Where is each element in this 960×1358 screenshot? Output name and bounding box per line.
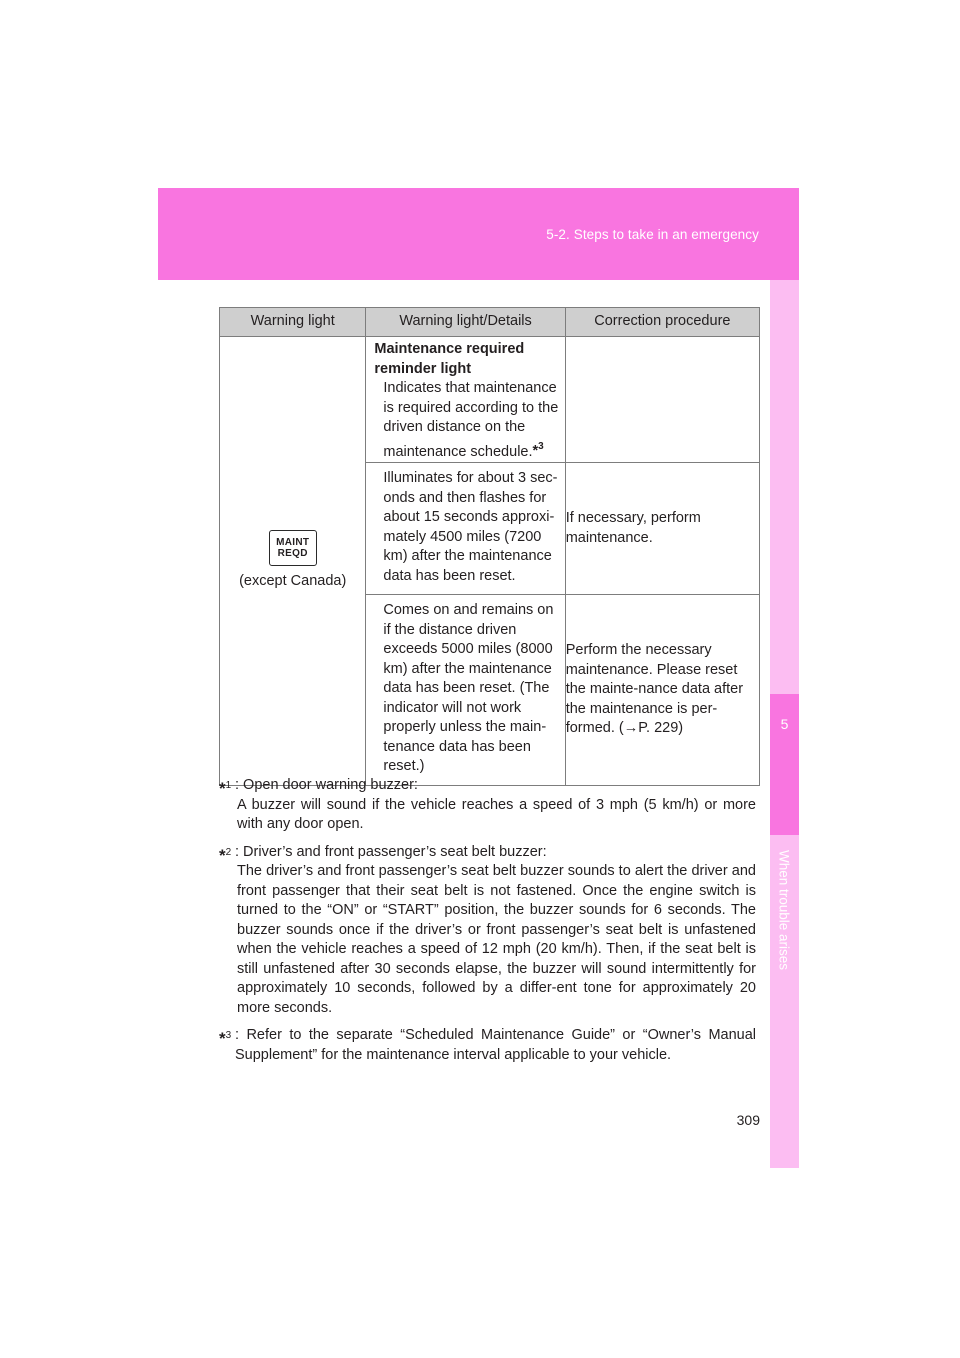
icon-line-1: MAINT	[276, 537, 310, 548]
footnote-item	[219, 843, 756, 1019]
footnote-item	[219, 776, 756, 835]
footnote-body: The driver’s and front passenger’s seat belt buzzer sounds to alert the driver and front passenger that their seat belt is not fastened. Once the engine switch is turned to the “ON” or “START” position, the buzzer sounds for 6 seconds. The buzzer sounds once if the driver’s or front passenger’s seat belt is unfastened when the vehicle reaches a speed of 12 mph (20 km/h). Then, if the seat belt is still unfastened after 30 seconds elapse, the buzzer will sound intermittently for approximately 10 seconds, followed by a differ-ent tone for approximately 20 more seconds.	[237, 863, 756, 1016]
details-cell	[366, 463, 565, 595]
maint-reqd-icon	[269, 530, 317, 566]
section-title: 5-2. Steps to take in an emergency	[546, 227, 759, 242]
footnotes	[219, 776, 756, 1073]
footnote-ref: *$^3$	[532, 441, 544, 460]
light-description: Illuminates for about 3 sec-onds and then flashes for about 15 seconds approxi-mately 4500 miles (7200 km) after the maintenance data has been reset.	[383, 470, 558, 584]
column-header-details: Warning light/Details	[366, 308, 565, 337]
footnote-item	[219, 1026, 756, 1065]
icon-line-2: REQD	[277, 548, 308, 559]
section-header-band	[158, 188, 799, 280]
icon-caption: (except Canada)	[239, 573, 347, 589]
details-cell	[366, 595, 565, 786]
light-name: Maintenance required reminder light	[374, 341, 525, 377]
footnote-marker: *$^3$	[219, 1029, 232, 1048]
warning-light-table	[219, 307, 760, 786]
table-header-row	[220, 308, 760, 337]
light-description: Indicates that maintenance is required according to the driven distance on the maintenance schedule.*$^3$	[383, 380, 559, 460]
chapter-number: 5	[780, 716, 789, 732]
correction-cell	[565, 337, 759, 463]
footnote-title: : Driver’s and front passenger’s seat belt buzzer:	[235, 843, 547, 860]
chapter-title: When trouble arises	[776, 850, 792, 971]
table-row	[220, 337, 760, 463]
warning-light-cell	[220, 337, 366, 786]
correction-cell: If necessary, perform maintenance.	[565, 463, 759, 595]
footnote-body: A buzzer will sound if the vehicle reaches a speed of 3 mph (5 km/h) or more with any door open.	[237, 796, 756, 832]
column-header-warning-light: Warning light	[220, 308, 366, 337]
footnote-marker: *$^1$	[219, 779, 232, 798]
column-header-correction: Correction procedure	[565, 308, 759, 337]
correction-cell: Perform the necessary maintenance. Please reset the mainte-nance data after the maintenance is per-formed. (→P. 229)	[565, 595, 759, 786]
details-cell	[366, 337, 565, 463]
light-description: Comes on and remains on if the distance driven exceeds 5000 miles (8000 km) after the maintenance data has been reset. (The indicator will not work properly unless the main-tenance data has been reset.)	[383, 602, 554, 774]
footnote-title: : Refer to the separate “Scheduled Maintenance Guide” or “Owner’s Manual Supplement” for the maintenance interval applicable to your vehicle.	[235, 1027, 756, 1063]
footnote-title: : Open door warning buzzer:	[235, 777, 418, 793]
footnote-marker: *$^2$	[219, 845, 232, 865]
page-number: 309	[736, 1112, 760, 1128]
